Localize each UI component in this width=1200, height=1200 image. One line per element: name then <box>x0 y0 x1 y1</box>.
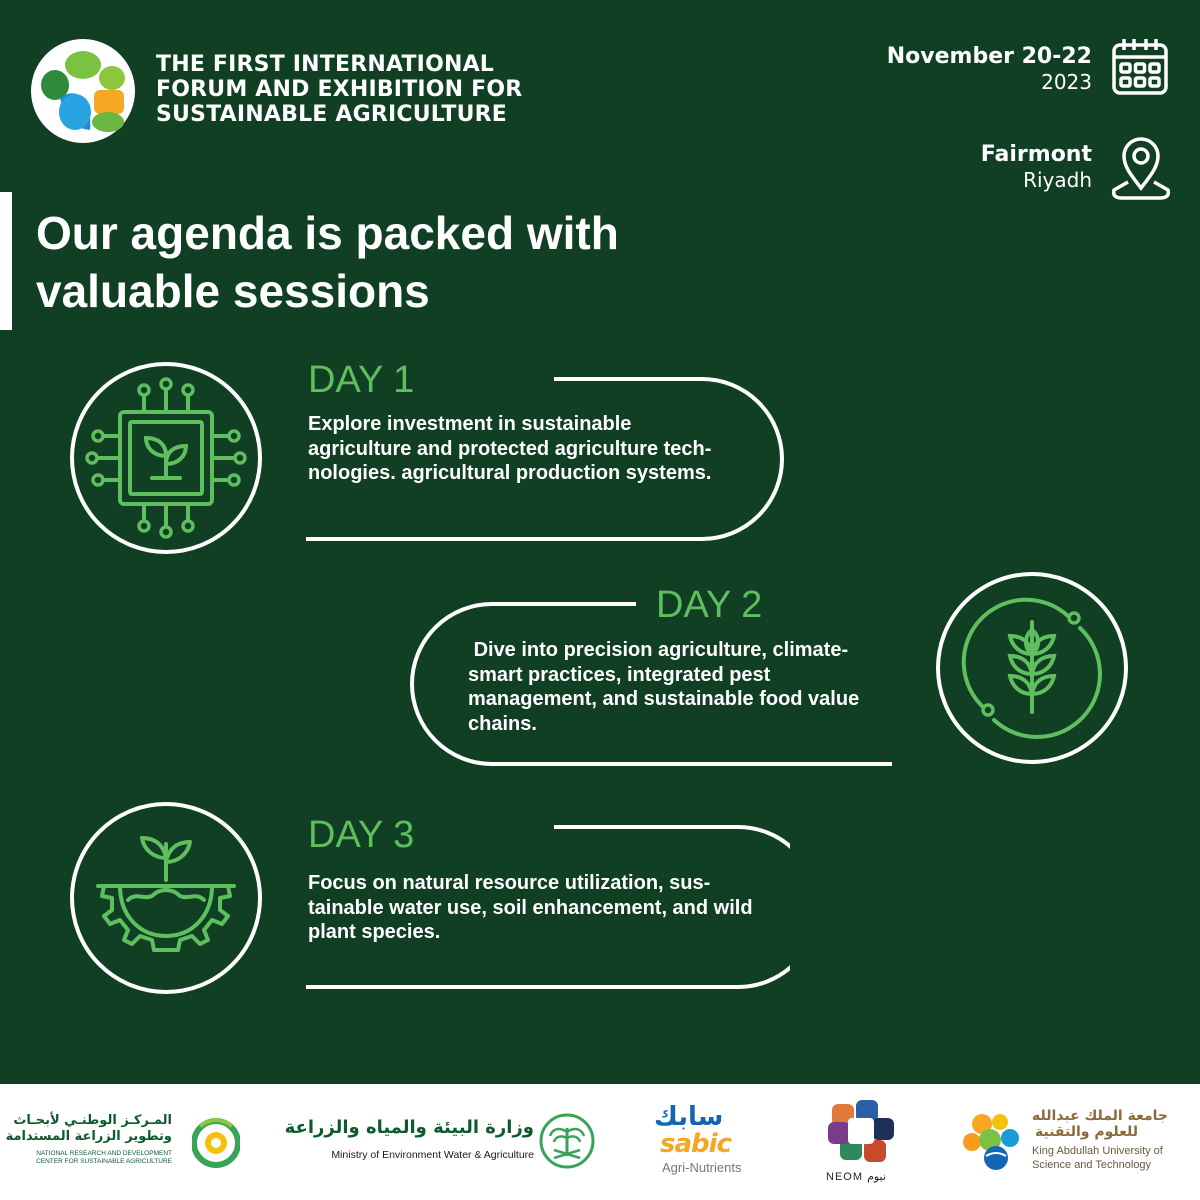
sponsor-ncar: المـركـز الوطنـي لأبحـاث وتطوير الزراعة المستدامة NATIONAL RESEARCH AND DEVELOPMENT CENTER FOR SUSTAINABLE AGRICULTURE <box>28 1112 248 1182</box>
page-headline: Our agenda is packed with valuable sessions <box>36 207 619 317</box>
sponsor-neom <box>818 1098 904 1188</box>
forum-logo <box>30 38 136 144</box>
day3-description: Focus on natural resource utilization, sus-tainable water use, soil enhancement, and wild plant species. <box>308 872 753 943</box>
sponsor-sabic: سابك sabic Agri-Nutrients <box>654 1102 742 1175</box>
headline-accent-bar <box>0 192 12 330</box>
calendar-icon <box>1110 36 1170 96</box>
mewa-emblem <box>538 1112 596 1170</box>
event-location <box>981 142 1092 192</box>
venue-name: Fairmont <box>980 142 1092 167</box>
chip-plant-icon <box>68 360 264 556</box>
date-year: 2023 <box>1041 70 1092 94</box>
date-range: November 20-22 <box>886 44 1092 69</box>
sponsor-footer <box>0 1084 1200 1200</box>
day2-label: DAY 2 <box>656 584 763 626</box>
day1-label: DAY 1 <box>308 359 415 401</box>
day3-label: DAY 3 <box>308 814 415 856</box>
location-pin-icon <box>1110 132 1172 202</box>
sponsor-kaust: جامعة الملك عبدالله للعلوم والتقنية King Abdullah University of Science and Technology <box>960 1108 1180 1178</box>
neom-wordmark: NEOM نيوم <box>826 1170 886 1183</box>
event-date <box>887 44 1092 94</box>
kaust-logo <box>960 1110 1026 1172</box>
sponsor-mewa: وزارة البيئة والمياه والزراعة Ministry of Environment Water & Agriculture <box>296 1116 602 1176</box>
ncar-logo <box>192 1114 240 1172</box>
venue-city: Riyadh <box>1023 168 1092 192</box>
day2-description: Dive into precision agriculture, climate-smart practices, integrated pest management, and sustainable food value chains. <box>468 639 865 735</box>
neom-logo <box>826 1098 896 1164</box>
day1-description: Explore investment in sustainable agriculture and protected agriculture tech-nologies. agricultural production systems. <box>308 413 712 484</box>
wheat-cycle-icon <box>934 570 1130 766</box>
gear-sprout-icon <box>68 800 264 996</box>
forum-title: THE FIRST INTERNATIONAL FORUM AND EXHIBITION FOR SUSTAINABLE AGRICULTURE <box>156 52 523 127</box>
